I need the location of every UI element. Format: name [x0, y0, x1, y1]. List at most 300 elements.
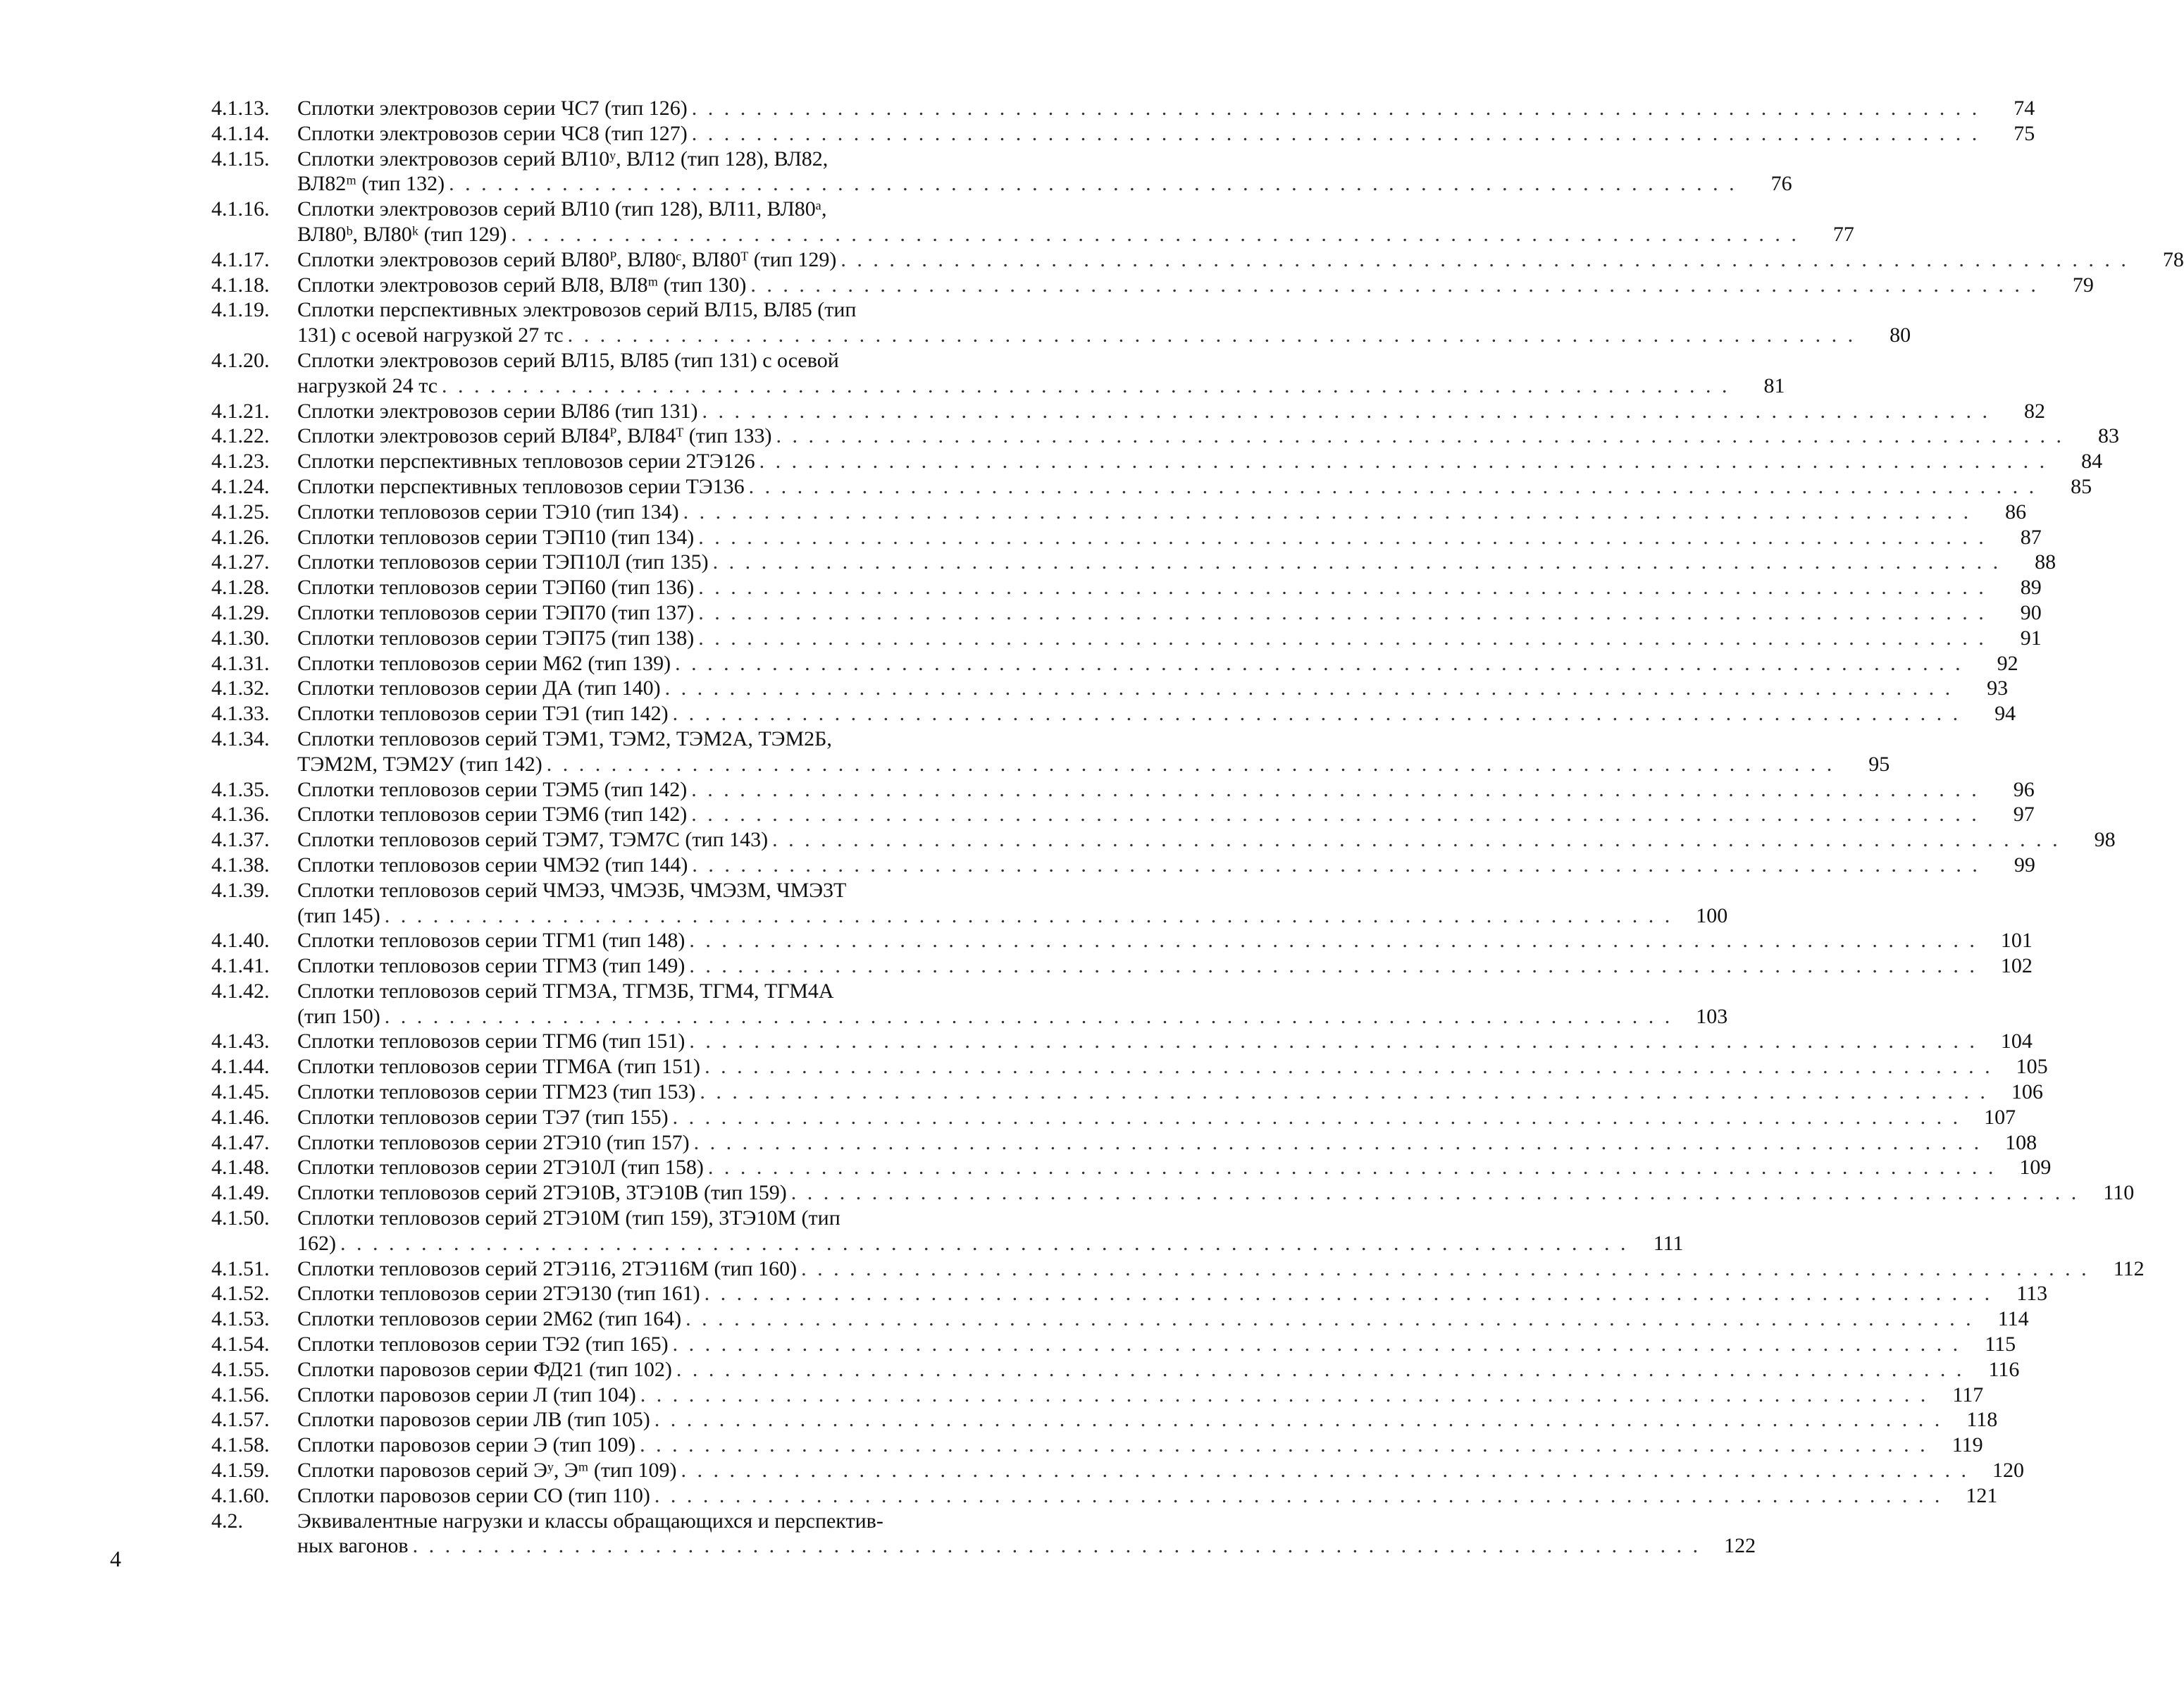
toc-entry-number: 4.1.47.	[211, 1130, 270, 1154]
toc-entry-number: 4.1.22.	[211, 424, 270, 448]
leader-dots: . . . . . . . . . . . . . . . . . . . . . . . . . . . . . . . . . . . . . . . . . . . . . . . . . . . . . . . . . . . . . . . . . . . . . . . . . . . . . . . .	[748, 474, 2037, 498]
toc-entry-last-line	[297, 222, 1854, 247]
toc-entry-page: 119	[1952, 1433, 1983, 1457]
toc-entry	[211, 297, 1911, 348]
leader-dots: . . . . . . . . . . . . . . . . . . . . . . . . . . . . . . . . . . . . . . . . . . . . . . . . . . . . . . . . . . . . . . . . . . . . . . . . . . . . . . . .	[546, 752, 1835, 776]
toc-entry-page: 74	[2014, 97, 2035, 120]
leader-dots: . . . . . . . . . . . . . . . . . . . . . . . . . . . . . . . . . . . . . . . . . . . . . . . . . . . . . . . . . . . . . . . . . . . . . . . . . . . . . . . .	[801, 1256, 2090, 1280]
toc-entry-title: Сплотки паровозов серии Э (тип 109)	[297, 1433, 636, 1457]
toc-entry-last-line	[297, 827, 2116, 853]
toc-entry-page: 113	[2016, 1282, 2048, 1306]
toc-entry-title: Сплотки тепловозов серии 2ТЭ10Л (тип 158)	[297, 1156, 704, 1180]
toc-entry-title-line: Сплотки электровозов серий ВЛ10ʸ, ВЛ12 (тип 128), ВЛ82,	[297, 147, 829, 171]
toc-entry	[211, 348, 1785, 399]
toc-entry-title: Сплотки перспективных тепловозов серии 2ТЭ126	[297, 450, 755, 474]
toc-entry-last-line	[297, 449, 2103, 474]
toc-entry-last-line	[297, 575, 2042, 600]
toc-entry	[211, 1357, 2020, 1383]
toc-entry-page: 99	[2014, 853, 2035, 877]
toc-entry-body	[297, 1458, 2025, 1483]
toc-entry-number: 4.1.13.	[211, 97, 270, 120]
toc-entry-title: Сплотки электровозов серий ВЛ84ᴾ, ВЛ84ᵀ (тип 133)	[297, 424, 772, 448]
toc-entry-number: 4.1.34.	[211, 726, 270, 750]
leader-dots: . . . . . . . . . . . . . . . . . . . . . . . . . . . . . . . . . . . . . . . . . . . . . . . . . . . . . . . . . . . . . . . . . . . . . . . . . . . . . . . .	[442, 373, 1730, 397]
toc-entry-title: Сплотки тепловозов серий 2ТЭ116, 2ТЭ116М (тип 160)	[297, 1256, 798, 1280]
toc-entry-page: 80	[1890, 323, 1911, 347]
toc-entry-last-line	[297, 1306, 2029, 1332]
toc-entry-page: 81	[1763, 373, 1785, 397]
leader-dots: . . . . . . . . . . . . . . . . . . . . . . . . . . . . . . . . . . . . . . . . . . . . . . . . . . . . . . . . . . . . . . . . . . . . . . . . . . . . . . . .	[691, 777, 1980, 801]
toc-entry-number: 4.1.45.	[211, 1080, 270, 1104]
toc-entry-page: 110	[2103, 1181, 2135, 1205]
toc-entry-body	[297, 676, 2009, 701]
toc-entry	[211, 953, 2033, 979]
toc-entry	[211, 1332, 2016, 1357]
toc-entry-title: Сплотки тепловозов серий ТЭМ7, ТЭМ7С (тип 143)	[297, 828, 769, 852]
toc-entry-title: ТЭМ2М, ТЭМ2У (тип 142)	[297, 752, 542, 776]
toc-entry-last-line	[297, 1458, 2025, 1483]
toc-entry	[211, 1029, 2033, 1054]
toc-entry-body	[297, 500, 2027, 525]
toc-entry-title-line: Сплотки тепловозов серий 2ТЭ10М (тип 159), 3ТЭ10М (тип	[297, 1206, 840, 1230]
toc-entry-last-line	[297, 1180, 2135, 1206]
toc-entry-last-line	[297, 500, 2027, 525]
toc-entry	[211, 197, 1854, 247]
toc-entry-page: 83	[2098, 424, 2120, 448]
leader-dots: . . . . . . . . . . . . . . . . . . . . . . . . . . . . . . . . . . . . . . . . . . . . . . . . . . . . . . . . . . . . . . . . . . . . . . . . . . . . . . . .	[702, 399, 1990, 423]
toc-entry-number: 4.1.21.	[211, 399, 270, 423]
toc-entry-number: 4.1.51.	[211, 1256, 270, 1280]
toc-entry-body	[297, 1105, 2016, 1130]
leader-dots: . . . . . . . . . . . . . . . . . . . . . . . . . . . . . . . . . . . . . . . . . . . . . . . . . . . . . . . . . . . . . . . . . . . . . . . . . . . . . . . .	[685, 1307, 1974, 1331]
toc-entry	[211, 1458, 2025, 1483]
leader-dots: . . . . . . . . . . . . . . . . . . . . . . . . . . . . . . . . . . . . . . . . . . . . . . . . . . . . . . . . . . . . . . . . . . . . . . . . . . . . . . . .	[672, 1105, 1961, 1129]
toc-entry-number: 4.1.52.	[211, 1282, 270, 1306]
toc-entry-last-line	[297, 1256, 2145, 1282]
toc-entry-last-line	[297, 121, 2035, 147]
toc-entry-last-line	[297, 1332, 2016, 1357]
toc-entry	[211, 777, 2035, 803]
toc-entry-title: Сплотки электровозов серий ВЛ80ᴾ, ВЛ80ᶜ, ВЛ80ᵀ (тип 129)	[297, 247, 837, 271]
leader-dots: . . . . . . . . . . . . . . . . . . . . . . . . . . . . . . . . . . . . . . . . . . . . . . . . . . . . . . . . . . . . . . . . . . . . . . . . . . . . . . . .	[790, 1181, 2080, 1205]
leader-dots: . . . . . . . . . . . . . . . . . . . . . . . . . . . . . . . . . . . . . . . . . . . . . . . . . . . . . . . . . . . . . . . . . . . . . . . . . . . . . . . .	[683, 500, 1972, 524]
toc-entry-title: Сплотки тепловозов серии ТЭМ6 (тип 142)	[297, 803, 688, 827]
toc-entry-title: Сплотки тепловозов серии ТГМ6А (тип 151)	[297, 1055, 701, 1079]
toc-entry-last-line	[297, 171, 1792, 197]
toc-entry-title: Сплотки тепловозов серии 2ТЭ130 (тип 161)	[297, 1282, 700, 1306]
toc-entry-number: 4.1.39.	[211, 878, 270, 902]
toc-entry-last-line	[297, 777, 2035, 803]
toc-entry-body	[297, 399, 2045, 424]
leader-dots: . . . . . . . . . . . . . . . . . . . . . . . . . . . . . . . . . . . . . . . . . . . . . . . . . . . . . . . . . . . . . . . . . . . . . . . . . . . . . . . .	[698, 600, 1987, 624]
toc-entry-title-line: Эквивалентные нагрузки и классы обращающихся и перспектив-	[297, 1509, 883, 1533]
leader-dots: . . . . . . . . . . . . . . . . . . . . . . . . . . . . . . . . . . . . . . . . . . . . . . . . . . . . . . . . . . . . . . . . . . . . . . . . . . . . . . . .	[700, 1080, 1988, 1104]
toc-entry-last-line	[297, 1533, 1756, 1559]
toc-entry-title: Сплотки электровозов серии ЧС8 (тип 127)	[297, 121, 688, 145]
toc-entry-body	[297, 1080, 2043, 1105]
toc-entry-body	[297, 878, 1728, 929]
toc-entry	[211, 399, 2045, 424]
toc-entry-page: 105	[2016, 1055, 2048, 1079]
toc-entry-number: 4.1.43.	[211, 1029, 270, 1053]
toc-entry-page: 87	[2020, 525, 2042, 549]
leader-dots: . . . . . . . . . . . . . . . . . . . . . . . . . . . . . . . . . . . . . . . . . . . . . . . . . . . . . . . . . . . . . . . . . . . . . . . . . . . . . . . .	[689, 1029, 1978, 1053]
toc-entry	[211, 802, 2035, 827]
toc-entry-body	[297, 701, 2016, 726]
toc-entry-page: 79	[2072, 273, 2094, 297]
toc-entry	[211, 1433, 1983, 1458]
toc-entry-page: 97	[2013, 803, 2035, 827]
toc-entry-title: Сплотки тепловозов серии ТЭП70 (тип 137)	[297, 600, 695, 624]
toc-entry-body	[297, 147, 1792, 197]
toc-entry-body	[297, 247, 2184, 273]
toc-entry-last-line	[297, 1155, 2052, 1180]
toc-entry-title: Сплотки перспективных тепловозов серии ТЭ136	[297, 474, 745, 498]
toc-entry-title: Сплотки тепловозов серии ТЭП10 (тип 134)	[297, 525, 695, 549]
toc-entry-number: 4.1.50.	[211, 1206, 270, 1230]
toc-entry-page: 106	[2011, 1080, 2043, 1104]
toc-entry-title: Сплотки паровозов серии Л (тип 104)	[297, 1383, 636, 1406]
toc-entry-title: ВЛ80ᵇ, ВЛ80ᵏ (тип 129)	[297, 222, 507, 246]
toc-entry	[211, 626, 2042, 651]
toc-entry-number: 4.1.42.	[211, 979, 270, 1003]
toc-entry-number: 4.1.53.	[211, 1307, 270, 1331]
toc-entry-title: (тип 150)	[297, 1004, 380, 1028]
toc-entry-last-line	[297, 928, 2033, 953]
toc-entry-number: 4.1.17.	[211, 247, 270, 271]
toc-entry-number: 4.1.48.	[211, 1156, 270, 1180]
toc-entry	[211, 1306, 2029, 1332]
toc-entry-last-line	[297, 1483, 1998, 1509]
toc-entry-page: 86	[2005, 500, 2027, 524]
toc-entry-page: 115	[1985, 1332, 2016, 1356]
toc-entry-page: 108	[2005, 1130, 2037, 1154]
toc-entry-title: Сплотки паровозов серий Эʸ, Эᵐ (тип 109)	[297, 1459, 677, 1483]
toc-entry-body	[297, 1383, 1984, 1408]
toc-entry-number: 4.1.19.	[211, 298, 270, 322]
toc-entry-title: ВЛ82ᵐ (тип 132)	[297, 172, 445, 196]
toc-entry-last-line	[297, 423, 2120, 449]
toc-entry-body	[297, 802, 2035, 827]
leader-dots: . . . . . . . . . . . . . . . . . . . . . . . . . . . . . . . . . . . . . . . . . . . . . . . . . . . . . . . . . . . . . . . . . . . . . . . . . . . . . . . .	[511, 222, 1799, 246]
leader-dots: . . . . . . . . . . . . . . . . . . . . . . . . . . . . . . . . . . . . . . . . . . . . . . . . . . . . . . . . . . . . . . . . . . . . . . . . . . . . . . . .	[693, 1130, 1983, 1154]
toc-entry-body	[297, 297, 1911, 348]
toc-entry-body	[297, 1483, 1998, 1509]
toc-entry-body	[297, 1206, 1684, 1256]
toc-entry-title: Сплотки тепловозов серии 2М62 (тип 164)	[297, 1307, 682, 1331]
toc-entry-last-line	[297, 1281, 2048, 1306]
leader-dots: . . . . . . . . . . . . . . . . . . . . . . . . . . . . . . . . . . . . . . . . . . . . . . . . . . . . . . . . . . . . . . . . . . . . . . . . . . . . . . . .	[691, 121, 1980, 145]
toc-entry-page: 78	[2162, 247, 2184, 271]
toc-entry-last-line	[297, 525, 2042, 550]
toc-entry-title-line: Сплотки перспективных электровозов серий ВЛ15, ВЛ85 (тип	[297, 298, 857, 322]
leader-dots: . . . . . . . . . . . . . . . . . . . . . . . . . . . . . . . . . . . . . . . . . . . . . . . . . . . . . . . . . . . . . . . . . . . . . . . . . . . . . . . .	[672, 702, 1961, 726]
toc-entry-body	[297, 726, 1890, 777]
toc-entry-number: 4.1.56.	[211, 1383, 270, 1406]
toc-entry-title-line: Сплотки тепловозов серий ЧМЭ3, ЧМЭ3Б, ЧМЭ3М, ЧМЭ3Т	[297, 878, 847, 902]
toc-entry-title: Сплотки тепловозов серии ТЭМ5 (тип 142)	[297, 777, 688, 801]
toc-entry-page: 107	[1984, 1105, 2016, 1129]
leader-dots: . . . . . . . . . . . . . . . . . . . . . . . . . . . . . . . . . . . . . . . . . . . . . . . . . . . . . . . . . . . . . . . . . . . . . . . . . . . . . . . .	[705, 1055, 1993, 1079]
toc-entry-title: Сплотки тепловозов серии 2ТЭ10 (тип 157)	[297, 1130, 690, 1154]
toc-entry-last-line	[297, 273, 2094, 298]
leader-dots: . . . . . . . . . . . . . . . . . . . . . . . . . . . . . . . . . . . . . . . . . . . . . . . . . . . . . . . . . . . . . . . . . . . . . . . . . . . . . . . .	[567, 323, 1856, 347]
toc-entry-page: 111	[1653, 1231, 1684, 1255]
toc-entry-body	[297, 273, 2094, 298]
toc-entry	[211, 1080, 2043, 1105]
leader-dots: . . . . . . . . . . . . . . . . . . . . . . . . . . . . . . . . . . . . . . . . . . . . . . . . . . . . . . . . . . . . . . . . . . . . . . . . . . . . . . . .	[676, 1357, 1965, 1381]
table-of-contents	[211, 96, 2184, 1559]
leader-dots: . . . . . . . . . . . . . . . . . . . . . . . . . . . . . . . . . . . . . . . . . . . . . . . . . . . . . . . . . . . . . . . . . . . . . . . . . . . . . . . .	[654, 1483, 1943, 1507]
leader-dots: . . . . . . . . . . . . . . . . . . . . . . . . . . . . . . . . . . . . . . . . . . . . . . . . . . . . . . . . . . . . . . . . . . . . . . . . . . . . . . . .	[698, 576, 1987, 600]
leader-dots: . . . . . . . . . . . . . . . . . . . . . . . . . . . . . . . . . . . . . . . . . . . . . . . . . . . . . . . . . . . . . . . . . . . . . . . . . . . . . . . .	[704, 1282, 1993, 1306]
toc-entry-last-line	[297, 1357, 2020, 1383]
toc-entry-page: 84	[2081, 450, 2103, 474]
toc-entry	[211, 676, 2009, 701]
toc-entry-page: 101	[2000, 929, 2033, 953]
toc-entry-last-line	[297, 752, 1890, 777]
toc-entry-last-line	[297, 676, 2009, 701]
toc-entry-last-line	[297, 1130, 2037, 1156]
toc-entry-body	[297, 525, 2042, 550]
leader-dots: . . . . . . . . . . . . . . . . . . . . . . . . . . . . . . . . . . . . . . . . . . . . . . . . . . . . . . . . . . . . . . . . . . . . . . . . . . . . . . . .	[772, 828, 2061, 852]
toc-entry-page: 75	[2014, 121, 2035, 145]
toc-entry-title: Сплотки тепловозов серии ЧМЭ2 (тип 144)	[297, 853, 688, 877]
toc-entry-number: 4.1.57.	[211, 1408, 270, 1432]
leader-dots: . . . . . . . . . . . . . . . . . . . . . . . . . . . . . . . . . . . . . . . . . . . . . . . . . . . . . . . . . . . . . . . . . . . . . . . . . . . . . . . .	[384, 903, 1673, 927]
toc-entry-last-line	[297, 373, 1785, 399]
toc-entry-last-line	[297, 701, 2016, 726]
toc-entry-page: 109	[2019, 1156, 2052, 1180]
leader-dots: . . . . . . . . . . . . . . . . . . . . . . . . . . . . . . . . . . . . . . . . . . . . . . . . . . . . . . . . . . . . . . . . . . . . . . . . . . . . . . . .	[664, 676, 1954, 700]
toc-entry-body	[297, 474, 2092, 500]
toc-entry	[211, 827, 2116, 853]
toc-entry	[211, 96, 2035, 121]
toc-entry-title: (тип 145)	[297, 903, 380, 927]
leader-dots: . . . . . . . . . . . . . . . . . . . . . . . . . . . . . . . . . . . . . . . . . . . . . . . . . . . . . . . . . . . . . . . . . . . . . . . . . . . . . . . .	[689, 929, 1978, 953]
toc-entry-number: 4.1.35.	[211, 777, 270, 801]
page-number: 4	[110, 1546, 121, 1571]
leader-dots: . . . . . . . . . . . . . . . . . . . . . . . . . . . . . . . . . . . . . . . . . . . . . . . . . . . . . . . . . . . . . . . . . . . . . . . . . . . . . . . .	[384, 1004, 1673, 1028]
toc-entry-body	[297, 1155, 2052, 1180]
toc-entry-page: 102	[2000, 954, 2033, 978]
toc-entry-body	[297, 423, 2120, 449]
toc-entry	[211, 449, 2103, 474]
leader-dots: . . . . . . . . . . . . . . . . . . . . . . . . . . . . . . . . . . . . . . . . . . . . . . . . . . . . . . . . . . . . . . . . . . . . . . . . . . . . . . . .	[691, 803, 1980, 827]
toc-entry-body	[297, 1029, 2033, 1054]
toc-entry-body	[297, 1306, 2029, 1332]
toc-entry	[211, 575, 2042, 600]
leader-dots: . . . . . . . . . . . . . . . . . . . . . . . . . . . . . . . . . . . . . . . . . . . . . . . . . . . . . . . . . . . . . . . . . . . . . . . . . . . . . . . .	[707, 1156, 1997, 1180]
toc-entry	[211, 878, 1728, 929]
toc-entry-page: 93	[1987, 676, 2009, 700]
toc-entry-number: 4.1.27.	[211, 550, 270, 574]
toc-entry-title: Сплотки тепловозов серии ДА (тип 140)	[297, 676, 661, 700]
toc-entry-title: Сплотки тепловозов серии ТЭ7 (тип 155)	[297, 1105, 669, 1129]
toc-entry-body	[297, 1281, 2048, 1306]
toc-entry	[211, 1383, 1984, 1408]
toc-entry-number: 4.1.33.	[211, 702, 270, 726]
toc-entry-number: 4.1.28.	[211, 576, 270, 600]
toc-entry-number: 4.1.37.	[211, 828, 270, 852]
toc-entry-number: 4.1.25.	[211, 500, 270, 524]
toc-entry-body	[297, 777, 2035, 803]
toc-entry-body	[297, 575, 2042, 600]
leader-dots: . . . . . . . . . . . . . . . . . . . . . . . . . . . . . . . . . . . . . . . . . . . . . . . . . . . . . . . . . . . . . . . . . . . . . . . . . . . . . . . .	[449, 172, 1737, 196]
toc-entry-page: 122	[1724, 1534, 1756, 1558]
leader-dots: . . . . . . . . . . . . . . . . . . . . . . . . . . . . . . . . . . . . . . . . . . . . . . . . . . . . . . . . . . . . . . . . . . . . . . . . . . . . . . . .	[640, 1433, 1928, 1457]
toc-entry-title: Сплотки тепловозов серии ТГМ6 (тип 151)	[297, 1029, 685, 1053]
toc-entry	[211, 853, 2035, 878]
toc-entry-title: Сплотки тепловозов серии ТГМ23 (тип 153)	[297, 1080, 696, 1104]
toc-entry-page: 77	[1832, 222, 1854, 246]
toc-entry-number: 4.1.30.	[211, 626, 270, 650]
toc-entry	[211, 147, 1792, 197]
toc-entry-title-line: Сплотки тепловозов серий ТГМ3А, ТГМ3Б, ТГМ4, ТГМ4А	[297, 979, 834, 1003]
toc-entry-page: 96	[2013, 777, 2035, 801]
toc-entry-page: 94	[1994, 702, 2016, 726]
toc-entry	[211, 979, 1728, 1029]
toc-entry	[211, 550, 2056, 575]
leader-dots: . . . . . . . . . . . . . . . . . . . . . . . . . . . . . . . . . . . . . . . . . . . . . . . . . . . . . . . . . . . . . . . . . . . . . . . . . . . . . . . .	[840, 247, 2129, 271]
toc-entry	[211, 701, 2016, 726]
toc-entry-title: Сплотки тепловозов серии ТЭП75 (тип 138)	[297, 626, 695, 650]
leader-dots: . . . . . . . . . . . . . . . . . . . . . . . . . . . . . . . . . . . . . . . . . . . . . . . . . . . . . . . . . . . . . . . . . . . . . . . . . . . . . . . .	[776, 424, 2065, 448]
toc-entry-page: 82	[2023, 399, 2045, 423]
toc-entry-body	[297, 1357, 2020, 1383]
toc-entry-title-line: Сплотки электровозов серий ВЛ10 (тип 128), ВЛ11, ВЛ80ᵃ,	[297, 197, 827, 221]
toc-entry-page: 89	[2020, 576, 2042, 600]
toc-entry-last-line	[297, 323, 1911, 348]
toc-entry-number: 4.1.60.	[211, 1483, 270, 1507]
toc-entry-page: 114	[1997, 1307, 2029, 1331]
toc-entry-title: Сплотки паровозов серии ФД21 (тип 102)	[297, 1357, 672, 1381]
toc-entry-title: Сплотки тепловозов серии ТЭП60 (тип 136)	[297, 576, 695, 600]
toc-entry-page: 112	[2113, 1256, 2145, 1280]
toc-entry-last-line	[297, 1407, 1998, 1433]
toc-entry	[211, 1256, 2145, 1282]
toc-entry-body	[297, 928, 2033, 953]
toc-entry-last-line	[297, 1231, 1684, 1256]
toc-entry-body	[297, 626, 2042, 651]
toc-entry	[211, 600, 2042, 626]
toc-entry-last-line	[297, 903, 1728, 929]
toc-entry-last-line	[297, 1054, 2048, 1080]
toc-entry-number: 4.1.49.	[211, 1181, 270, 1205]
toc-entry-page: 104	[2000, 1029, 2033, 1053]
toc-entry-last-line	[297, 802, 2035, 827]
toc-entry-last-line	[297, 600, 2042, 626]
toc-entry-body	[297, 96, 2035, 121]
toc-entry-page: 117	[1952, 1383, 1984, 1406]
toc-entry	[211, 500, 2027, 525]
toc-entry-page: 76	[1770, 172, 1792, 196]
toc-entry-number: 4.1.31.	[211, 651, 270, 675]
toc-entry-title: Сплотки паровозов серии ЛВ (тип 105)	[297, 1408, 650, 1432]
toc-entry-number: 4.1.36.	[211, 803, 270, 827]
toc-entry-number: 4.1.26.	[211, 525, 270, 549]
toc-entry-number: 4.1.20.	[211, 348, 270, 372]
leader-dots: . . . . . . . . . . . . . . . . . . . . . . . . . . . . . . . . . . . . . . . . . . . . . . . . . . . . . . . . . . . . . . . . . . . . . . . . . . . . . . . .	[750, 273, 2039, 297]
toc-entry	[211, 1281, 2048, 1306]
toc-entry-title: Сплотки тепловозов серии ТЭ2 (тип 165)	[297, 1332, 669, 1356]
toc-entry	[211, 273, 2094, 298]
toc-entry-body	[297, 953, 2033, 979]
toc-entry	[211, 651, 2018, 676]
toc-entry-number: 4.1.32.	[211, 676, 270, 700]
toc-entry	[211, 726, 1890, 777]
toc-entry-title: Сплотки электровозов серии ЧС7 (тип 126)	[297, 97, 688, 120]
toc-entry-body	[297, 1332, 2016, 1357]
toc-entry	[211, 423, 2120, 449]
toc-entry-body	[297, 1054, 2048, 1080]
toc-entry-number: 4.1.44.	[211, 1055, 270, 1079]
toc-entry-title: Сплотки электровозов серии ВЛ86 (тип 131)	[297, 399, 698, 423]
toc-entry	[211, 525, 2042, 550]
leader-dots: . . . . . . . . . . . . . . . . . . . . . . . . . . . . . . . . . . . . . . . . . . . . . . . . . . . . . . . . . . . . . . . . . . . . . . . . . . . . . . . .	[672, 1332, 1961, 1356]
toc-entry	[211, 1180, 2135, 1206]
toc-entry-number: 4.2.	[211, 1509, 243, 1533]
toc-entry-page: 120	[1992, 1459, 2025, 1483]
toc-entry	[211, 1509, 1756, 1559]
toc-entry-page: 121	[1966, 1483, 1998, 1507]
toc-entry-body	[297, 827, 2116, 853]
toc-entry-last-line	[297, 399, 2045, 424]
leader-dots: . . . . . . . . . . . . . . . . . . . . . . . . . . . . . . . . . . . . . . . . . . . . . . . . . . . . . . . . . . . . . . . . . . . . . . . . . . . . . . . .	[712, 550, 2002, 574]
toc-entry-title: ных вагонов	[297, 1534, 409, 1558]
toc-entry-title: Сплотки тепловозов серии ТЭП10Л (тип 135)	[297, 550, 709, 574]
toc-entry-title: Сплотки тепловозов серии ТГМ1 (тип 148)	[297, 929, 685, 953]
toc-entry-body	[297, 853, 2035, 878]
toc-entry	[211, 1206, 1684, 1256]
toc-entry	[211, 1054, 2048, 1080]
toc-entry-title: 162)	[297, 1231, 336, 1255]
toc-entry-body	[297, 1433, 1983, 1458]
toc-entry-last-line	[297, 96, 2035, 121]
toc-entry-last-line	[297, 1383, 1984, 1408]
toc-entry-last-line	[297, 1004, 1728, 1029]
leader-dots: . . . . . . . . . . . . . . . . . . . . . . . . . . . . . . . . . . . . . . . . . . . . . . . . . . . . . . . . . . . . . . . . . . . . . . . . . . . . . . . .	[691, 97, 1980, 120]
toc-entry	[211, 247, 2184, 273]
toc-entry-last-line	[297, 1433, 1983, 1458]
toc-entry-number: 4.1.54.	[211, 1332, 270, 1356]
toc-entry-page: 103	[1696, 1004, 1728, 1028]
toc-entry-page: 118	[1966, 1408, 1998, 1432]
toc-entry-number: 4.1.55.	[211, 1357, 270, 1381]
leader-dots: . . . . . . . . . . . . . . . . . . . . . . . . . . . . . . . . . . . . . . . . . . . . . . . . . . . . . . . . . . . . . . . . . . . . . . . . . . . . . . . .	[675, 651, 1963, 675]
toc-entry-page: 116	[1988, 1357, 2020, 1381]
toc-entry-number: 4.1.29.	[211, 600, 270, 624]
toc-entry-page: 85	[2071, 474, 2092, 498]
toc-entry-body	[297, 1130, 2037, 1156]
toc-entry-number: 4.1.15.	[211, 147, 270, 171]
toc-entry	[211, 474, 2092, 500]
toc-entry-page: 91	[2020, 626, 2042, 650]
toc-entry-title: Сплотки электровозов серий ВЛ8, ВЛ8ᵐ (тип 130)	[297, 273, 747, 297]
toc-entry-title: Сплотки паровозов серии СО (тип 110)	[297, 1483, 650, 1507]
toc-entry-body	[297, 651, 2018, 676]
toc-entry-body	[297, 600, 2042, 626]
toc-entry	[211, 928, 2033, 953]
toc-entry-page: 90	[2020, 600, 2042, 624]
toc-entry-title: нагрузкой 24 тс	[297, 373, 438, 397]
toc-entry-title: 131) с осевой нагрузкой 27 тс	[297, 323, 564, 347]
toc-entry-number: 4.1.58.	[211, 1433, 270, 1457]
toc-entry-last-line	[297, 1029, 2033, 1054]
toc-entry-number: 4.1.46.	[211, 1105, 270, 1129]
leader-dots: . . . . . . . . . . . . . . . . . . . . . . . . . . . . . . . . . . . . . . . . . . . . . . . . . . . . . . . . . . . . . . . . . . . . . . . . . . . . . . . .	[759, 450, 2048, 474]
toc-entry-last-line	[297, 953, 2033, 979]
